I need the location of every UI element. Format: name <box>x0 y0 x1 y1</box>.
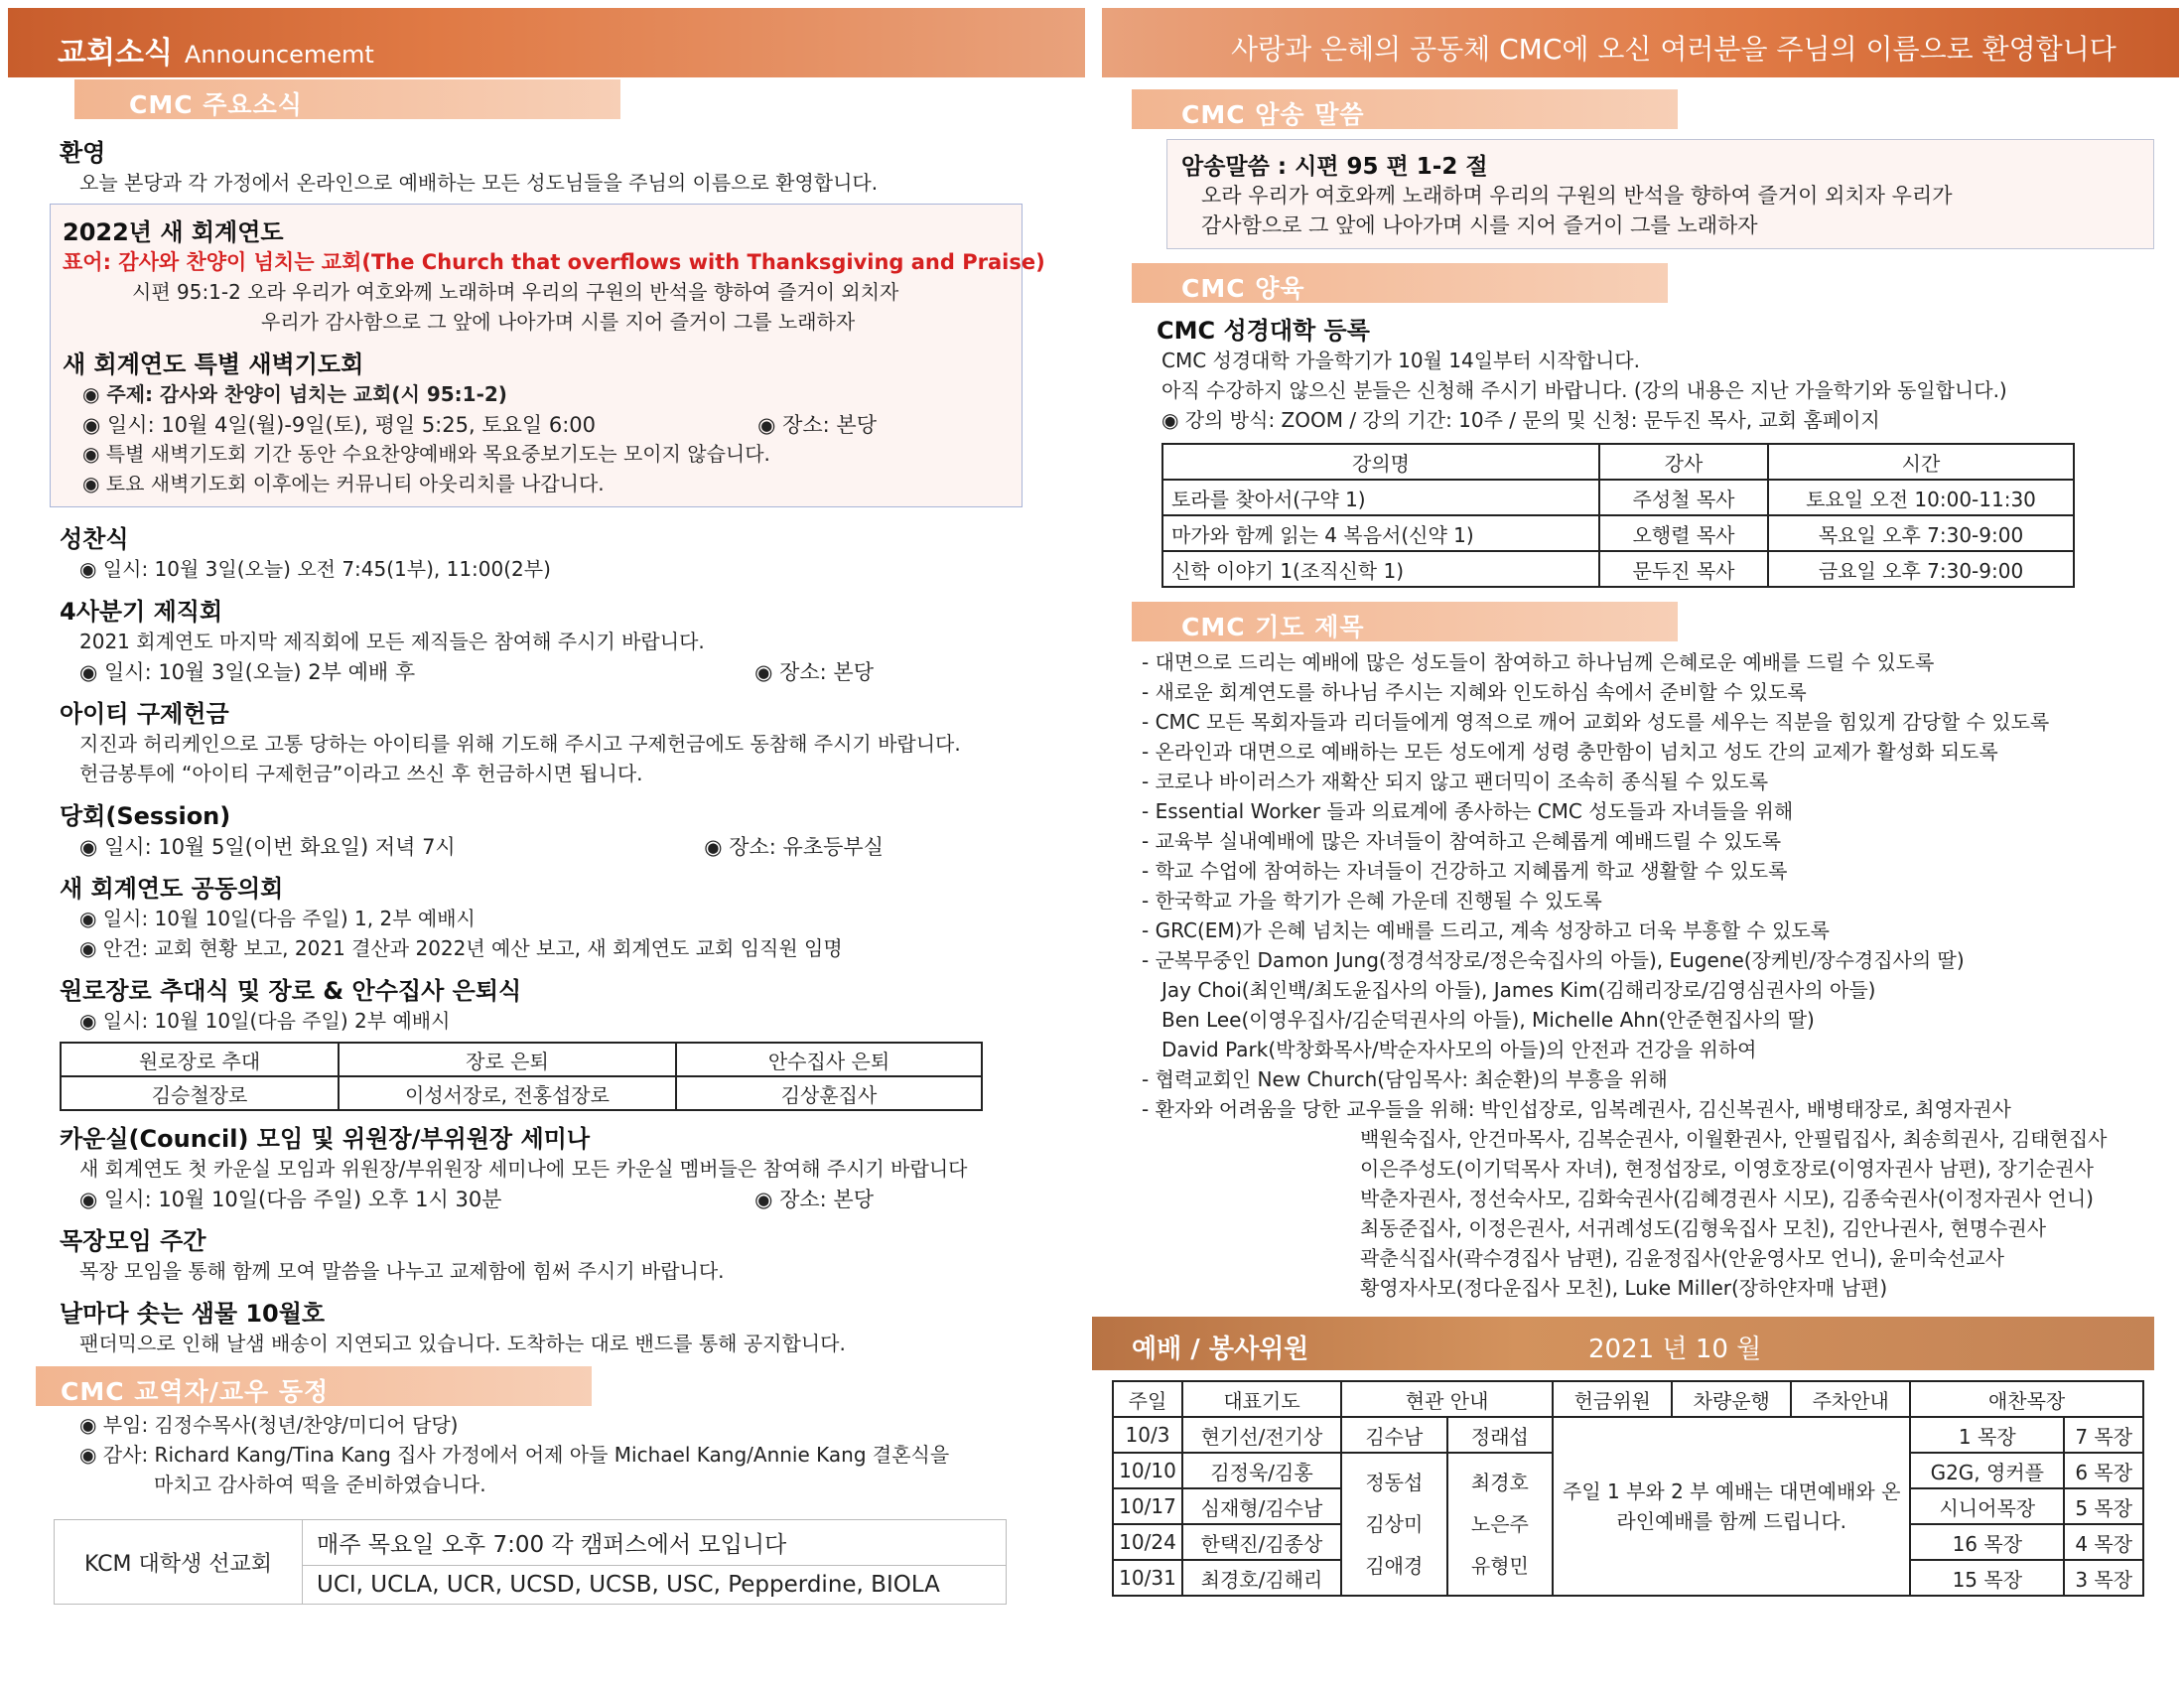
section-header-discipleship: CMC 양육 <box>1132 263 1668 303</box>
serv-message: 주일 1 부와 2 부 예배는 대면예배와 온라인예배를 함께 드립니다. <box>1553 1417 1910 1596</box>
bible-line-1: CMC 성경대학 가을학기가 10월 14일부터 시작합니다. <box>1161 349 1640 372</box>
mokjang-text: 목장 모임을 통해 함께 모여 말씀을 나누고 교제함에 힘써 주시기 바랍니다. <box>79 1259 725 1283</box>
prayer-item: - 교육부 실내예배에 많은 자녀들이 참여하고 은혜롭게 예배드릴 수 있도록 <box>1142 829 1782 853</box>
q4-text: 2021 회계연도 마지막 제직회에 모든 제직들은 참여해 주시기 바랍니다. <box>79 630 705 653</box>
section-header-prayer: CMC 기도 제목 <box>1132 602 1678 641</box>
council-text: 새 회계연도 첫 카운실 모임과 위원장/부위원장 세미나에 모든 카운실 멤버들은 참여해 주시기 바랍니다 <box>79 1157 968 1181</box>
table-row <box>1162 551 2074 587</box>
course-cell: 마가와 함께 읽는 4 복음서(신약 1) <box>1162 515 1599 551</box>
course-header-3: 시간 <box>1768 444 2074 480</box>
q4-date: ◉ 일시: 10월 3일(오늘) 2부 예배 후 <box>79 660 416 684</box>
serv-usher: 정래섭 <box>1447 1417 1554 1453</box>
elder-title: 원로장로 추대식 및 장로 & 안수집사 은퇴식 <box>60 977 522 1005</box>
dawn-place: ◉ 장소: 본당 <box>757 413 877 437</box>
memory-line-2: 감사함으로 그 앞에 나아가며 시를 지어 즐거이 그를 노래하자 <box>1201 213 1758 237</box>
prayer-item-cont: Jay Choi(최인백/최도윤집사의 아들), James Kim(김해리장로/김영심권사의 아들) <box>1161 978 1876 1002</box>
course-header-2: 강사 <box>1599 444 1768 480</box>
serv-usher: 유형민 <box>1470 1554 1529 1578</box>
haiti-text-2: 헌금봉투에 “아이티 구제헌금”이라고 쓰신 후 헌금하시면 됩니다. <box>79 762 643 785</box>
bible-line-2: 아직 수강하지 않으신 분들은 신청해 주시기 바랍니다. (강의 내용은 지난 가을학기와 동일합니다.) <box>1161 378 2007 402</box>
prayer-item: - Essential Worker 들과 의료계에 종사하는 CMC 성도들과 자녀들을 위해 <box>1142 799 1794 823</box>
kcm-label: KCM 대학생 선교회 <box>55 1520 303 1604</box>
welcome-text: 오늘 본당과 각 가정에서 온라인으로 예배하는 모든 성도님들을 주님의 이름으로 환영합니다. <box>79 171 879 195</box>
prayer-item: - 한국학교 가을 학기가 은혜 가운데 진행될 수 있도록 <box>1142 889 1602 913</box>
assembly-title: 새 회계연도 공동의회 <box>60 875 284 903</box>
serv-date: 10/17 <box>1113 1488 1182 1524</box>
staff-line-2: ◉ 감사: Richard Kang/Tina Kang 집사 가정에서 어제 아들 Michael Kang/Annie Kang 결혼식을 <box>79 1443 950 1467</box>
serv-prayer: 한택진/김종상 <box>1182 1524 1341 1560</box>
course-header-1: 강의명 <box>1162 444 1599 480</box>
right-column <box>1119 89 2154 1597</box>
bible-line-3: ◉ 강의 방식: ZOOM / 강의 기간: 10주 / 문의 및 신청: 문두진 목사, 교회 홈페이지 <box>1161 408 1880 432</box>
section-header-memory: CMC 암송 말씀 <box>1132 89 1678 129</box>
assembly-agenda: ◉ 안건: 교회 현황 보고, 2021 결산과 2022년 예산 보고, 새 회계연도 교회 임직원 임명 <box>79 936 843 960</box>
assembly-date: ◉ 일시: 10월 10일(다음 주일) 1, 2부 예배시 <box>79 907 476 930</box>
session-title: 당회(Session) <box>60 802 231 830</box>
serv-usher-group-a <box>1341 1453 1447 1596</box>
table-row <box>61 1043 982 1076</box>
prayer-item: - CMC 모든 목회자들과 리더들에게 영적으로 깨어 교회와 성도를 세우는 직분을 힘있게 감당할 수 있도록 <box>1142 710 2050 734</box>
course-cell: 토라를 찾아서(구약 1) <box>1162 480 1599 515</box>
motto: 표어: 감사와 찬양이 넘치는 교회(The Church that overflows with Thanksgiving and Praise) <box>63 250 1045 274</box>
serv-header: 애찬목장 <box>1910 1381 2143 1417</box>
prayer-item: - GRC(EM)가 은혜 넘치는 예배를 드리고, 계속 성장하고 더욱 부흥할 수 있도록 <box>1142 918 1831 942</box>
serv-meal: 6 목장 <box>2064 1453 2143 1488</box>
dawn-date: ◉ 일시: 10월 4일(월)-9일(토), 평일 5:25, 토요일 6:00 <box>82 413 597 437</box>
serv-header: 대표기도 <box>1182 1381 1341 1417</box>
serv-prayer: 현기선/전기상 <box>1182 1417 1341 1453</box>
prayer-item: - 협력교회인 New Church(담임목사: 최순환)의 부흥을 위해 <box>1142 1067 1668 1091</box>
serv-meal: 5 목장 <box>2064 1488 2143 1524</box>
prayer-item-cont: 최동준집사, 이정은권사, 서귀례성도(김형욱집사 모친), 김안나권사, 현명수권사 <box>1360 1216 2047 1240</box>
q4-title: 4사분기 제직회 <box>60 598 223 626</box>
prayer-item: - 온라인과 대면으로 예배하는 모든 성도에게 성령 충만함이 넘치고 성도 간의 교제가 활성화 되도록 <box>1142 740 1998 764</box>
serv-prayer: 김정욱/김홍 <box>1182 1453 1341 1488</box>
prayer-item-cont: 이은주성도(이기덕목사 자녀), 현정섭장로, 이영호장로(이영자권사 남편), 장기순권사 <box>1360 1157 2094 1181</box>
serv-meal: 3 목장 <box>2064 1560 2143 1596</box>
haiti-text-1: 지진과 허리케인으로 고통 당하는 아이티를 위해 기도해 주시고 구제헌금에도 동참해 주시기 바랍니다. <box>79 732 961 756</box>
service-header-bar <box>1092 1317 2154 1370</box>
session-date-row <box>60 831 884 861</box>
council-date-row <box>60 1184 874 1213</box>
section-header-main-news: CMC 주요소식 <box>74 79 620 119</box>
serv-usher: 김상미 <box>1365 1512 1424 1536</box>
elder-date: ◉ 일시: 10월 10일(다음 주일) 2부 예배시 <box>79 1009 451 1033</box>
left-header-title: 교회소식 Announcememt <box>58 36 374 70</box>
staff-line-1: ◉ 부임: 김정수목사(청년/찬양/미디어 담당) <box>79 1413 459 1437</box>
kcm-line-1: 매주 목요일 오후 7:00 각 캠퍼스에서 모입니다 <box>303 1520 1006 1566</box>
welcome-title: 환영 <box>60 139 106 167</box>
dawn-theme: ◉ 주제: 감사와 찬양이 넘치는 교회(시 95:1-2) <box>82 382 507 406</box>
prayer-item: - 코로나 바이러스가 재확산 되지 않고 팬더믹이 조속히 종식될 수 있도록 <box>1142 770 1769 793</box>
memory-title: 암송말씀 : 시편 95 편 1-2 절 <box>1181 154 1488 180</box>
table-row <box>1162 480 2074 515</box>
serv-header: 차량운행 <box>1672 1381 1791 1417</box>
table-row <box>61 1076 982 1110</box>
table-row <box>1162 444 2074 480</box>
verse-line-1: 시편 95:1-2 오라 우리가 여호와께 노래하며 우리의 구원의 반석을 향하여 즐거이 외치자 <box>132 280 899 304</box>
dawn-note-1: ◉ 특별 새벽기도회 기간 동안 수요찬양예배와 목요중보기도는 모이지 않습니다. <box>82 442 770 466</box>
verse-line-2: 우리가 감사함으로 그 앞에 나아가며 시를 지어 즐거이 그를 노래하자 <box>261 310 856 334</box>
course-cell: 오행렬 목사 <box>1599 515 1768 551</box>
service-month: 2021 년 10 월 <box>1588 1335 1762 1364</box>
prayer-item: - 군복무중인 Damon Jung(정경석장로/정은숙집사의 아들), Eugene(장케빈/장수경집사의 딸) <box>1142 948 1965 972</box>
bible-college-title: CMC 성경대학 등록 <box>1157 317 1370 345</box>
council-title: 카운실(Council) 모임 및 위원장/부위원장 세미나 <box>60 1125 591 1153</box>
serv-header: 헌금위원 <box>1553 1381 1672 1417</box>
serv-usher: 최경호 <box>1470 1471 1529 1494</box>
course-cell: 목요일 오후 7:30-9:00 <box>1768 515 2074 551</box>
session-place: ◉ 장소: 유초등부실 <box>704 835 884 859</box>
mokjang-title: 목장모임 주간 <box>60 1227 206 1255</box>
council-place: ◉ 장소: 본당 <box>754 1188 874 1211</box>
new-year-box <box>50 204 1045 507</box>
left-header-bar <box>8 8 1085 77</box>
elder-header-2: 장로 은퇴 <box>339 1043 676 1076</box>
prayer-item-cont: 곽춘식집사(곽수경집사 남편), 김윤정집사(안윤영사모 언니), 윤미숙선교사 <box>1360 1246 2004 1270</box>
elder-value-3: 김상훈집사 <box>676 1076 982 1110</box>
memory-line-1: 오라 우리가 여호와께 노래하며 우리의 구원의 반석을 향하여 즐거이 외치자 우리가 <box>1201 184 1953 208</box>
serv-usher-group-b <box>1447 1453 1554 1596</box>
communion-title: 성찬식 <box>60 525 129 553</box>
prayer-item-cont: 백원숙집사, 안건마목사, 김복순권사, 이월환권사, 안필립집사, 최송희권사, 김태현집사 <box>1360 1127 2108 1151</box>
manna-text: 팬더믹으로 인해 날샘 배송이 지연되고 있습니다. 도착하는 대로 밴드를 통해 공지합니다. <box>79 1332 846 1355</box>
table-row <box>1162 515 2074 551</box>
serv-usher: 김수남 <box>1341 1417 1447 1453</box>
course-cell: 토요일 오전 10:00-11:30 <box>1768 480 2074 515</box>
course-cell: 주성철 목사 <box>1599 480 1768 515</box>
memory-box <box>1166 139 2154 249</box>
communion-date: ◉ 일시: 10월 3일(오늘) 오전 7:45(1부), 11:00(2부) <box>79 557 551 581</box>
elder-value-1: 김승철장로 <box>61 1076 339 1110</box>
table-row <box>1113 1417 2143 1453</box>
dawn-note-2: ◉ 토요 새벽기도회 이후에는 커뮤니티 아웃리치를 나갑니다. <box>82 472 605 495</box>
kcm-line-2: UCI, UCLA, UCR, UCSD, UCSB, USC, Pepperdine, BIOLA <box>317 1572 940 1598</box>
elder-table <box>60 1042 983 1111</box>
serv-date: 10/3 <box>1113 1417 1182 1453</box>
prayer-item-cont: 황영자사모(정다운집사 모친), Luke Miller(장하얀자매 남편) <box>1360 1276 1888 1300</box>
prayer-item: - 대면으로 드리는 예배에 많은 성도들이 참여하고 하나님께 은혜로운 예배를 드릴 수 있도록 <box>1142 650 1935 674</box>
prayer-list <box>1142 647 2154 1303</box>
prayer-item: - 새로운 회계연도를 하나님 주시는 지혜와 인도하심 속에서 준비할 수 있도록 <box>1142 680 1807 704</box>
right-header-bar <box>1102 8 2179 77</box>
serv-meal: 16 목장 <box>1910 1524 2064 1560</box>
serv-header: 주차안내 <box>1791 1381 1910 1417</box>
q4-date-row <box>60 656 874 686</box>
session-date: ◉ 일시: 10월 5일(이번 화요일) 저녁 7시 <box>79 835 456 859</box>
serv-meal: G2G, 영커플 <box>1910 1453 2064 1488</box>
serv-meal: 15 목장 <box>1910 1560 2064 1596</box>
serv-date: 10/10 <box>1113 1453 1182 1488</box>
course-table <box>1161 443 2075 588</box>
dawn-date-row <box>63 409 877 439</box>
serv-meal: 시니어목장 <box>1910 1488 2064 1524</box>
serv-header: 현관 안내 <box>1341 1381 1553 1417</box>
elder-header-3: 안수집사 은퇴 <box>676 1043 982 1076</box>
serv-prayer: 심재형/김수남 <box>1182 1488 1341 1524</box>
right-header-title: 사랑과 은혜의 공동체 CMC에 오신 여러분을 주님의 이름으로 환영합니다 <box>1231 33 2116 66</box>
table-row <box>1113 1381 2143 1417</box>
prayer-item: - 학교 수업에 참여하는 자녀들이 건강하고 지혜롭게 학교 생활할 수 있도록 <box>1142 859 1788 883</box>
council-date: ◉ 일시: 10월 10일(다음 주일) 오후 1시 30분 <box>79 1188 502 1211</box>
serv-header: 주일 <box>1113 1381 1182 1417</box>
elder-header-1: 원로장로 추대 <box>61 1043 339 1076</box>
elder-value-2: 이성서장로, 전홍섭장로 <box>339 1076 676 1110</box>
kcm-text <box>303 1520 1006 1604</box>
haiti-title: 아이티 구제헌금 <box>60 700 229 728</box>
kcm-box <box>54 1519 1007 1605</box>
serv-usher: 김애경 <box>1365 1554 1424 1578</box>
dawn-prayer-title: 새 회계연도 특별 새벽기도회 <box>63 351 364 378</box>
serv-date: 10/24 <box>1113 1524 1182 1560</box>
serv-meal: 1 목장 <box>1910 1417 2064 1453</box>
left-column <box>60 79 1052 1605</box>
manna-title: 날마다 솟는 샘물 10월호 <box>60 1300 326 1328</box>
course-cell: 신학 이야기 1(조직신학 1) <box>1162 551 1599 587</box>
serv-meal: 4 목장 <box>2064 1524 2143 1560</box>
service-table <box>1112 1380 2144 1597</box>
serv-usher: 노은주 <box>1470 1512 1529 1536</box>
serv-date: 10/31 <box>1113 1560 1182 1596</box>
q4-place: ◉ 장소: 본당 <box>754 660 874 684</box>
service-title: 예배 / 봉사위원 <box>1132 1335 1309 1364</box>
prayer-item-cont: Ben Lee(이영우집사/김순덕권사의 아들), Michelle Ahn(안준현집사의 딸) <box>1161 1008 1815 1032</box>
course-cell: 문두진 목사 <box>1599 551 1768 587</box>
course-cell: 금요일 오후 7:30-9:00 <box>1768 551 2074 587</box>
prayer-item-cont: 박춘자권사, 정선숙사모, 김화숙권사(김혜경권사 시모), 김종숙권사(이정자권사 언니) <box>1360 1187 2094 1210</box>
left-header-subtitle: Announcememt <box>184 41 374 69</box>
serv-usher: 정동섭 <box>1365 1471 1424 1494</box>
serv-meal: 7 목장 <box>2064 1417 2143 1453</box>
new-year-title: 2022년 새 회계연도 <box>63 218 284 246</box>
section-header-staff-news: CMC 교역자/교우 동정 <box>36 1366 592 1406</box>
prayer-item-cont: David Park(박창화목사/박순자사모의 아들)의 안전과 건강을 위하여 <box>1161 1038 1757 1061</box>
prayer-item: - 환자와 어려움을 당한 교우들을 위해: 박인섭장로, 임복례권사, 김신복권사, 배병태장로, 최영자권사 <box>1142 1097 2011 1121</box>
serv-prayer: 최경호/김해리 <box>1182 1560 1341 1596</box>
staff-line-3: 마치고 감사하여 떡을 준비하였습니다. <box>154 1473 486 1496</box>
